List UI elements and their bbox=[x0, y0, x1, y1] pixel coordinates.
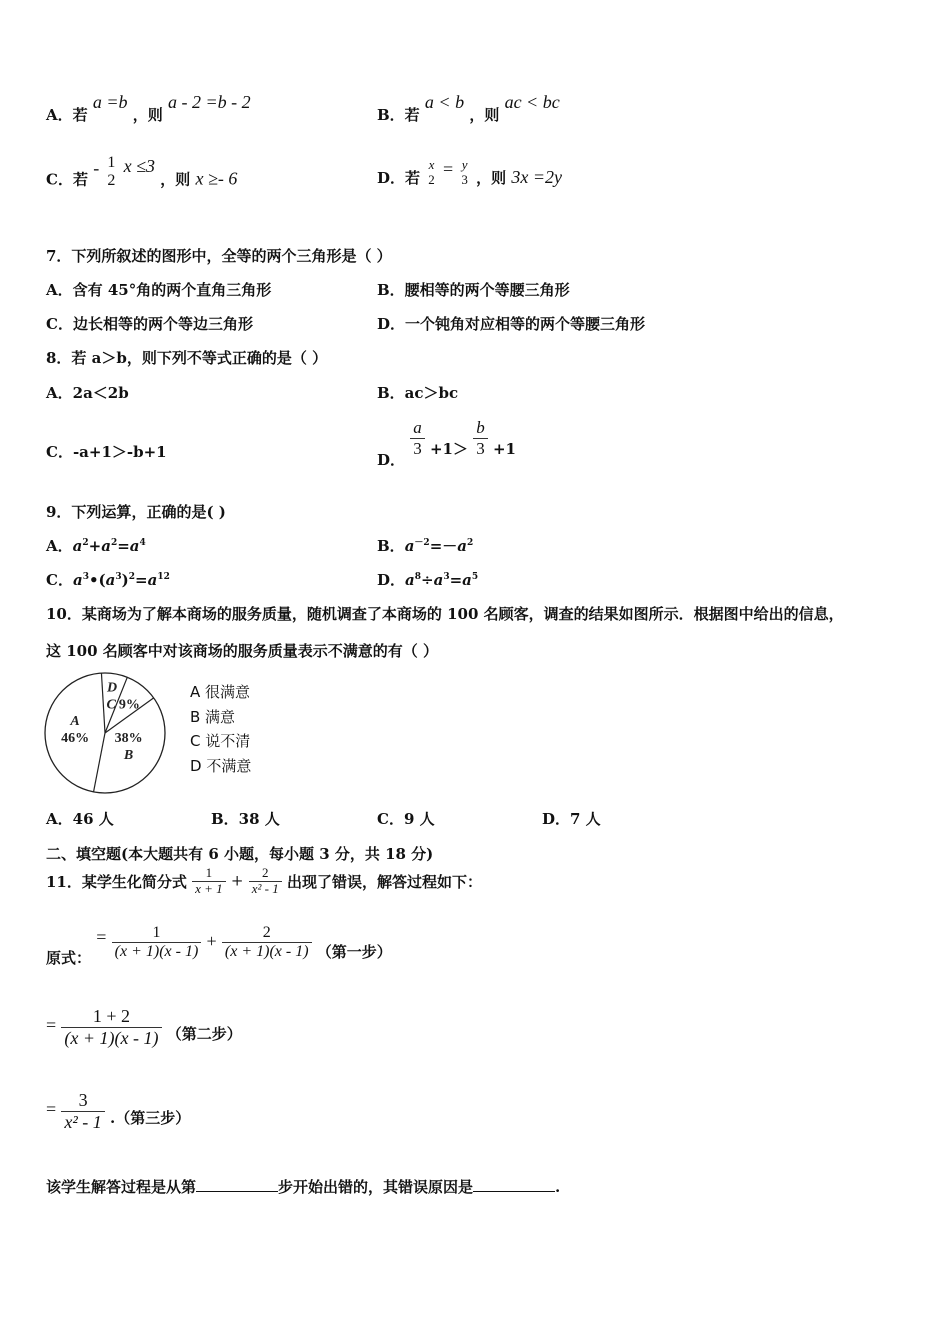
q6-d-eq: = bbox=[442, 158, 454, 179]
q6-c-tail: x ≤3 bbox=[123, 156, 156, 177]
q8-stem: 8．若 a＞b，则下列不等式正确的是（ ） bbox=[46, 349, 328, 367]
legend-item-b: B 满意 bbox=[190, 707, 236, 726]
q11-stem-pre: 11．某学生化简分式 bbox=[46, 873, 187, 892]
q11-s2-eq: = bbox=[46, 1015, 57, 1036]
q8-d-num1: a bbox=[413, 418, 422, 437]
q9-option-d: D．$a^8\div a^3=a^5$ bbox=[377, 571, 479, 589]
q11-step3 bbox=[46, 1090, 190, 1132]
q6-c-label: C．若 bbox=[46, 170, 88, 189]
q11-s3-eq: = bbox=[46, 1099, 57, 1120]
q6-a-res: a - 2 =b - 2 bbox=[168, 92, 251, 112]
q11-s2-frac bbox=[61, 1006, 161, 1048]
q11-s1-n1: 1 bbox=[152, 924, 161, 941]
q6-c-mid: ，则 bbox=[160, 170, 191, 189]
q8-option-c: C．-a+1＞-b+1 bbox=[46, 443, 167, 461]
q8-d-mid: +1＞ bbox=[429, 440, 468, 459]
q6-option-a bbox=[46, 92, 251, 125]
q8-d-tail: +1 bbox=[492, 440, 516, 459]
q6-d-mid: ，则 bbox=[476, 168, 507, 187]
q6-d-num1: x bbox=[428, 157, 435, 172]
q6-c-num: 1 bbox=[107, 154, 116, 171]
q11-s2-den: (x + 1)(x - 1) bbox=[61, 1027, 161, 1049]
pie-label-b: 38% B bbox=[114, 731, 143, 764]
q6-c-den: 2 bbox=[107, 172, 116, 190]
q10-option-d: D．7 人 bbox=[542, 810, 601, 828]
q11-s1-d1: (x + 1)(x - 1) bbox=[112, 942, 202, 961]
q7-option-d: D．一个钝角对应相等的两个等腰三角形 bbox=[377, 315, 646, 333]
q8-option-a: A．2a＜2b bbox=[46, 384, 129, 402]
q7-option-a: A．含有 45°角的两个直角三角形 bbox=[46, 281, 272, 299]
q11-stem-n2: 2 bbox=[261, 865, 269, 880]
q11-s1-n2: 2 bbox=[262, 924, 271, 941]
q6-a-cond: a =b bbox=[92, 92, 128, 112]
q11-s2-num: 1 + 2 bbox=[92, 1006, 131, 1026]
pie-slice-boundary-d bbox=[101, 673, 105, 733]
q6-d-res: 3x =2y bbox=[511, 166, 562, 187]
pie-label-c: C 9% bbox=[106, 697, 140, 713]
q11-conclusion-end: . bbox=[555, 1178, 561, 1196]
q10-option-b: B．38 人 bbox=[211, 810, 280, 828]
q6-option-b bbox=[377, 92, 560, 125]
q11-orig-label: 原式： bbox=[46, 948, 92, 967]
q11-stem-plus: + bbox=[230, 871, 244, 890]
q6-c-res: x ≥- 6 bbox=[195, 168, 238, 189]
q11-stem-frac2 bbox=[249, 866, 282, 897]
q6-a-mid: ，则 bbox=[132, 106, 163, 124]
q8-option-b: B．ac＞bc bbox=[377, 384, 459, 402]
q6-c-fraction bbox=[104, 154, 118, 191]
pie-label-a: A 46% bbox=[61, 714, 90, 747]
legend-item-a: A 很满意 bbox=[190, 683, 251, 701]
q11-s1-frac1 bbox=[112, 924, 202, 962]
q11-stem-post: 出现了错误，解答过程如下： bbox=[286, 873, 482, 892]
q10-pie-chart bbox=[40, 668, 170, 798]
q11-conclusion bbox=[46, 1176, 560, 1197]
pie-label-d: D bbox=[106, 680, 118, 696]
q10-stem-line2: 这 100 名顾客中对该商场的服务质量表示不满意的有（ ） bbox=[46, 642, 438, 660]
q6-d-frac1 bbox=[425, 158, 438, 188]
q9-option-c: C．$a^3•(a^3)^2=a^{12}$ bbox=[46, 571, 170, 589]
q8-d-frac1 bbox=[410, 418, 425, 458]
q11-s1-plus: + bbox=[206, 930, 217, 951]
legend-item-c: C 说不清 bbox=[190, 732, 251, 750]
pie-slice-boundary-a bbox=[94, 733, 105, 792]
q11-s1-d2: (x + 1)(x - 1) bbox=[222, 942, 312, 961]
section-title: 二、填空题(本大题共有 6 小题，每小题 3 分，共 18 分) bbox=[46, 845, 434, 863]
q10-option-c: C．9 人 bbox=[377, 810, 435, 828]
q10-legend bbox=[190, 680, 251, 778]
answer-blank-reason[interactable] bbox=[473, 1177, 555, 1192]
q11-s1-frac2 bbox=[222, 924, 312, 962]
q11-conclusion-mid: 步开始出错的，其错误原因是 bbox=[278, 1178, 474, 1196]
q7-option-c: C．边长相等的两个等边三角形 bbox=[46, 315, 253, 333]
q6-d-num2: y bbox=[461, 157, 468, 172]
q6-option-d bbox=[377, 157, 562, 194]
q6-c-neg: - bbox=[93, 158, 100, 179]
q11-s3-tag: .（第三步） bbox=[110, 1109, 191, 1128]
q11-stem-d1: x + 1 bbox=[192, 881, 226, 897]
q6-d-frac2 bbox=[458, 158, 471, 188]
q11-s2-tag: （第二步） bbox=[166, 1025, 242, 1044]
answer-blank-step[interactable] bbox=[196, 1177, 278, 1192]
q9-option-a: A．$a^2+a^2=a^4$ bbox=[46, 537, 146, 555]
q6-d-den2: 3 bbox=[461, 171, 468, 187]
q9-a-label: A． bbox=[46, 537, 73, 555]
q11-stem-frac1 bbox=[192, 866, 226, 897]
q7-option-b: B．腰相等的两个等腰三角形 bbox=[377, 281, 570, 299]
q11-stem-d2: x² - 1 bbox=[249, 881, 282, 897]
q11-stem bbox=[46, 866, 482, 897]
q8-d-den1: 3 bbox=[410, 438, 425, 459]
q11-s3-den: x² - 1 bbox=[61, 1111, 104, 1133]
q11-s1-eq: = bbox=[96, 926, 107, 947]
q11-step2 bbox=[46, 1006, 242, 1048]
q7-stem: 7．下列所叙述的图形中，全等的两个三角形是（ ） bbox=[46, 247, 392, 265]
q9-option-b: B．$a^{-2}=-a^2$ bbox=[377, 537, 474, 555]
q8-d-label: D． bbox=[377, 451, 406, 470]
q11-s3-frac bbox=[61, 1090, 104, 1132]
q6-b-label: B．若 bbox=[377, 106, 420, 124]
q6-b-mid: ，则 bbox=[469, 106, 500, 124]
q8-d-frac2 bbox=[473, 418, 488, 458]
q11-s1-tag: （第一步） bbox=[316, 942, 392, 961]
q9-stem: 9．下列运算，正确的是( ) bbox=[46, 503, 226, 521]
q6-b-cond: a < b bbox=[424, 92, 465, 112]
legend-item-d: D 不满意 bbox=[190, 756, 252, 775]
q9-b-label: B． bbox=[377, 537, 405, 555]
q11-s3-num: 3 bbox=[78, 1090, 88, 1110]
q10-option-a: A．46 人 bbox=[46, 810, 114, 828]
q6-d-den1: 2 bbox=[428, 171, 435, 187]
q6-b-res: ac < bc bbox=[504, 92, 560, 112]
q6-a-label: A．若 bbox=[46, 106, 88, 124]
q8-d-num2: b bbox=[476, 418, 485, 437]
q11-step1 bbox=[46, 924, 392, 967]
q11-stem-n1: 1 bbox=[205, 865, 213, 880]
q11-conclusion-pre: 该学生解答过程是从第 bbox=[46, 1178, 197, 1196]
q6-d-label: D．若 bbox=[377, 168, 421, 187]
q6-option-c bbox=[46, 154, 238, 199]
q9-c-label: C． bbox=[46, 571, 73, 589]
q9-d-label: D． bbox=[377, 571, 406, 589]
q8-d-den2: 3 bbox=[473, 438, 488, 459]
q10-stem-line1: 10．某商场为了解本商场的服务质量，随机调查了本商场的 100 名顾客，调查的结果如图所示．根据图中给出的信息， bbox=[46, 605, 844, 623]
q8-option-d bbox=[377, 418, 516, 470]
